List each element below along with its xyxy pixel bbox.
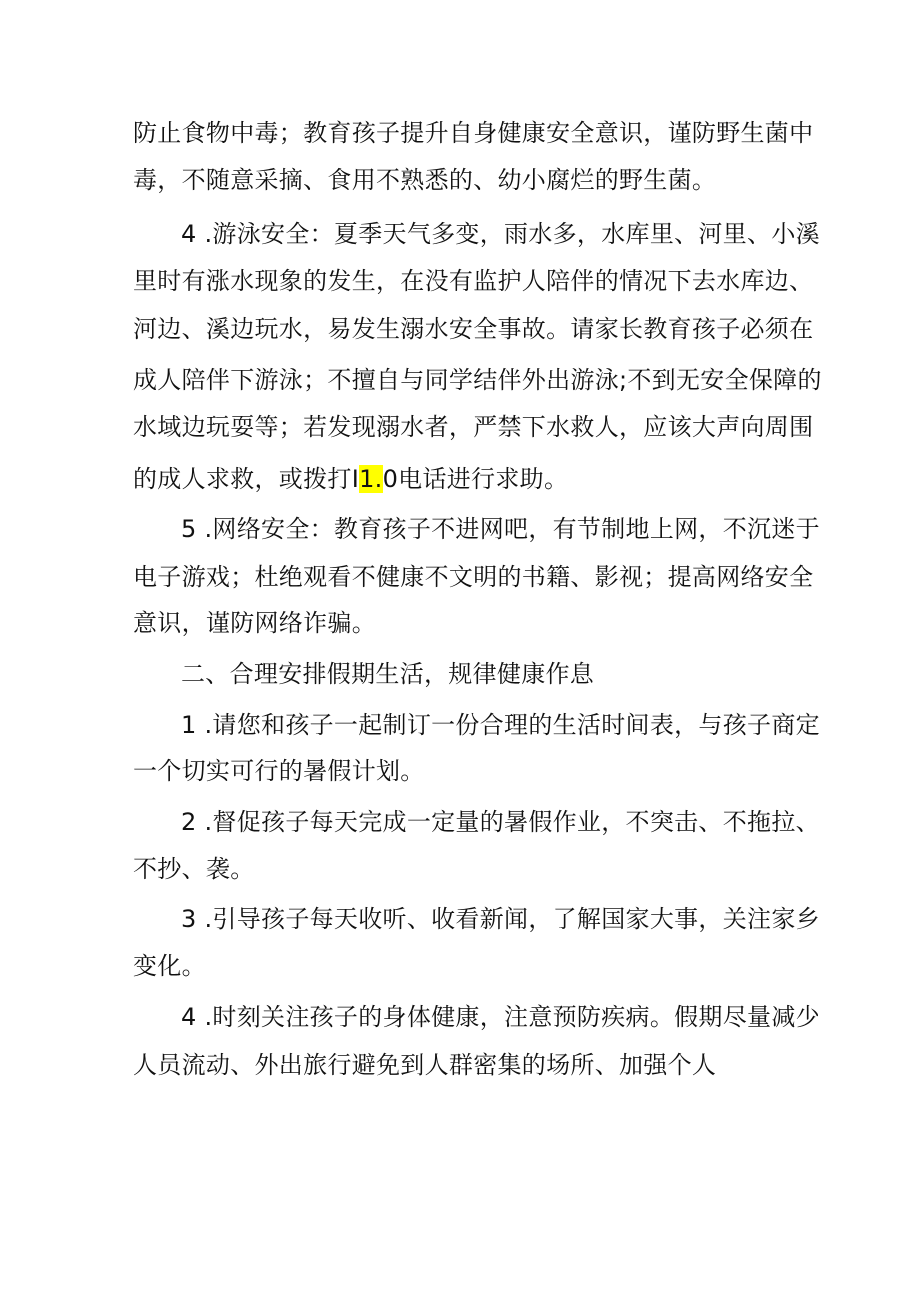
text-line: 意识，谨防网络诈骗。 <box>133 609 376 637</box>
text-line: 成人陪伴下游泳；不擅自与同学结伴外出游泳;不到无安全保障的 <box>133 366 822 394</box>
text-line: 河边、溪边玩水，易发生溺水安全事故。请家长教育孩子必须在 <box>133 315 814 343</box>
text-line: 人员流动、外出旅行避免到人群密集的场所、加强个人 <box>133 1051 717 1079</box>
text-segment: 的成人求救，或拨打I <box>133 465 360 493</box>
section-heading: 二、合理安排假期生活，规律健康作息 <box>181 660 595 688</box>
text-line: 防止食物中毒；教育孩子提升自身健康安全意识，谨防野生菌中 <box>133 119 814 147</box>
text-line: 1 .请您和孩子一起制订一份合理的生活时间表，与孩子商定 <box>181 711 820 739</box>
text-line: 2 .督促孩子每天完成一定量的暑假作业，不突击、不拖拉、 <box>181 808 820 836</box>
text-line: 3 .引导孩子每天收听、收看新闻，了解国家大事，关注家乡 <box>181 905 820 933</box>
text-line: 毒，不随意采摘、食用不熟悉的、幼小腐烂的野生菌。 <box>133 166 717 194</box>
text-line: 电子游戏；杜绝观看不健康不文明的书籍、影视；提高网络安全 <box>133 563 814 591</box>
text-segment: 0电话进行求助。 <box>382 465 569 493</box>
text-line: 不抄、袭。 <box>133 855 255 883</box>
highlighted-text: 1. <box>359 465 383 493</box>
text-line: 一个切实可行的暑假计划。 <box>133 757 425 785</box>
text-line: 里时有涨水现象的发生，在没有监护人陪伴的情况下去水库边、 <box>133 267 814 295</box>
text-line: 水域边玩耍等；若发现溺水者，严禁下水救人，应该大声向周围 <box>133 413 814 441</box>
text-line: 4 .游泳安全：夏季天气多变，雨水多，水库里、河里、小溪 <box>181 220 820 248</box>
text-line: 4 .时刻关注孩子的身体健康，注意预防疾病。假期尽量减少 <box>181 1003 820 1031</box>
text-line: 5 .网络安全：教育孩子不进网吧，有节制地上网，不沉迷于 <box>181 515 820 543</box>
text-line-with-highlight <box>133 463 568 495</box>
text-line: 变化。 <box>133 952 206 980</box>
